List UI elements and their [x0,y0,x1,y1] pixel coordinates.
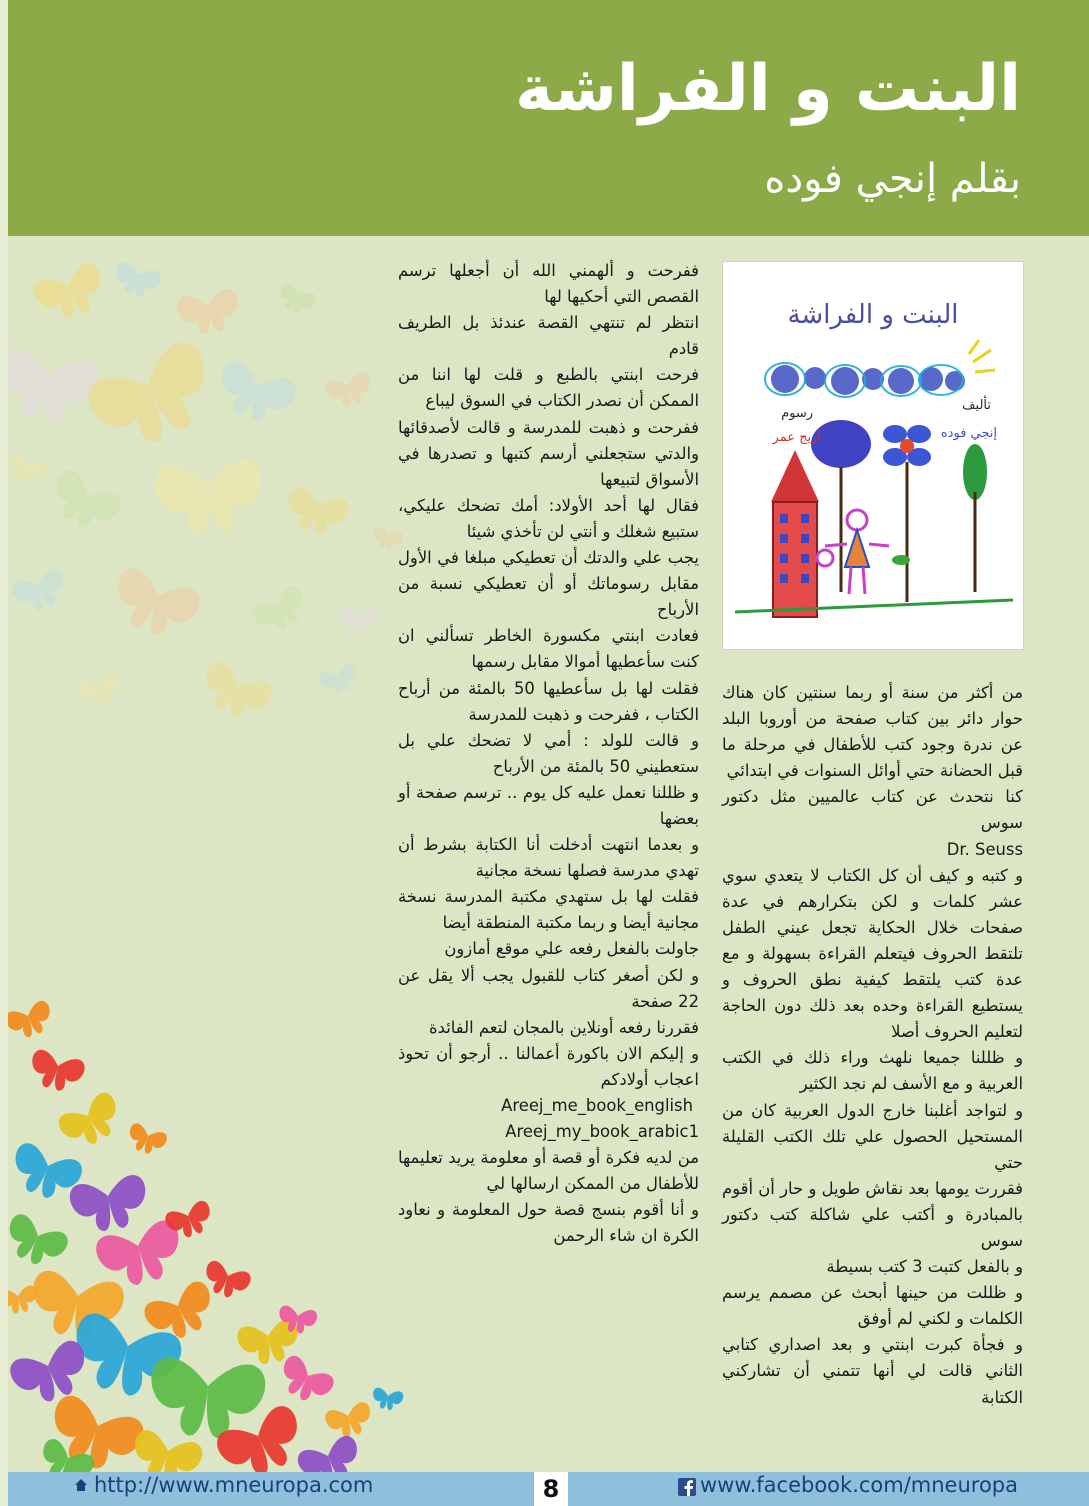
paragraph: و ظللنا جميعا نلهث وراء ذلك في الكتب العربية و مع الأسف لم نجد الكثير [722,1048,1023,1094]
paragraph: و بعدما انتهت أدخلت أنا الكتابة بشرط أن تهدي مدرسة فصلها نسخة مجانية [398,835,699,881]
butterfly-shape [8,1285,40,1316]
book-file-name-arabic: Areej_my_book_arabic1 [505,1122,699,1142]
paragraph: و كتبه و كيف أن كل الكتاب لا يتعدي سوي عشر كلمات و لكن بتكرارهم في عدة صفحات خلال الحكاية تجعل عيني الطفل تلتقط الحروف فيتعلم القراءة بسهولة و مع عدة كتب يلتقط كيفية نطق الحروف و يستطيع القراءة وحده بعد ذلك دون الحاجة لتعليم الحروف أصلا [722,865,1023,1042]
paragraph: و قالت للولد : أمي لا تضحك علي بل ستعطيني 50 بالمئة من الأرباح [398,730,699,776]
butterfly-shape [211,357,300,431]
butterfly-shape [317,662,361,699]
paragraph: و ظللت من حينها أبحث عن مصمم يرسم الكلمات و لكني لم أوفق [722,1283,1023,1329]
butterfly-shape [274,280,319,319]
cover-author-label: تأليف [962,398,991,413]
article-column-right [722,680,1023,1411]
paragraph: فقلت لها بل ستهدي مكتبة المدرسة نسخة مجانية أيضا و ربما مكتبة المنطقة أيضا [398,887,699,933]
paragraph: و بالفعل كتبت 3 كتب بسيطة [826,1257,1023,1277]
cover-illustrator-name: أريج عمر [772,430,821,445]
cover-drawing [723,262,1023,649]
paragraph: و ظللنا نعمل عليه كل يوم .. ترسم صفحة أو بعضها [398,782,699,828]
butterfly-shape [8,346,100,428]
facebook-icon [678,1478,696,1496]
header-band [8,0,1089,236]
butterfly-shape [106,565,204,646]
butterfly-shape [8,452,49,489]
butterfly-shape [26,1048,87,1096]
butterfly-decoration [8,236,408,1476]
butterfly-shape [323,370,375,411]
paragraph: و فجأة كبرت ابنتي و بعد اصداري كتابي الثاني قالت لي أنها تتمني أن تشاركني الكتابة [722,1335,1023,1407]
butterfly-shape [124,1122,168,1159]
article-column-left [398,258,699,1250]
butterfly-shape [43,466,125,540]
butterfly-shape [249,583,313,640]
paragraph: و إليكم الان باكورة أعمالنا .. أرجو أن تحوذ اعجاب أولادكم [398,1043,699,1089]
paragraph: فعادت ابنتي مكسورة الخاطر تسألني ان كنت سأعطيها أموالا مقابل رسمها [398,626,699,672]
facebook-link[interactable]: www.facebook.com/mneuropa [700,1473,1019,1497]
paragraph: من لديه فكرة أو قصة أو معلومة يريد تعليمها للأطفال من الممكن ارسالها لي [398,1148,699,1194]
butterfly-shape [68,1173,152,1236]
butterfly-shape [111,260,163,301]
paragraph: يجب علي والدتك أن تعطيكي مبلغا في الأول مقابل رسوماتك أو أن تعطيكي نسبة من الأرباح [398,548,699,620]
paragraph: و لكن أصغر كتاب للقبول يجب ألا يقل عن 22 صفحة [398,965,699,1011]
cover-author-name: إنجي فوده [940,426,997,441]
book-file-name-english: Areej_me_book_english [501,1096,693,1115]
butterfly-shape [323,1400,375,1441]
paragraph: كنا نتحدث عن كتاب عالميين مثل دكتور سوس [722,787,1023,833]
butterfly-shape [147,1356,267,1442]
paragraph: فقررنا رفعه أونلاين بالمجان لتعم الفائدة [429,1017,699,1037]
butterfly-shape [8,1211,71,1273]
paragraph: ففرحت و ذهبت للمدرسة و قالت لأصدقائها والدتي ستجعلني أرسم كتبها و تصدرها في الأسواق لتبيعها [398,417,699,489]
book-cover-image [722,261,1024,650]
paragraph: جاولت بالفعل رفعه علي موقع أمازون [444,939,699,959]
paragraph: ففرحت و ألهمني الله أن أجعلها ترسم القصص التي أحكيها لها [398,261,699,307]
author-byline: بقلم إنجي فوده [764,156,1021,202]
butterfly-shape [55,1089,128,1154]
butterfly-shape [371,1387,404,1412]
paragraph: و أنا أقوم بنسج قصة حول المعلومة و نعاود الكرة ان شاء الرحمن [398,1200,699,1246]
paragraph: فقررت يومها بعد نقاش طويل و حار أن أقوم بالمبادرة و أكتب علي شاكلة كتب دكتور سوس [722,1178,1023,1250]
cover-title: البنت و الفراشة [787,300,959,330]
cover-illustrator-label: رسوم [781,406,813,421]
butterfly-shape [31,260,111,326]
butterfly-shape [82,336,226,461]
page-number: 8 [534,1472,568,1506]
butterfly-shape [74,672,124,710]
butterfly-shape [336,605,378,636]
butterfly-shape [9,566,71,617]
dr-seuss-name: Dr. Seuss [946,839,1023,859]
paragraph: فقال لها أحد الأولاد: أمك تضحك عليكي، ستبيع شغلك و أنتي لن تأخذي شيئا [398,495,699,541]
home-icon [74,1478,88,1492]
paragraph: فرحت ابنتي بالطبع و قلت لها اننا من الممكن أن نصدر الكتاب في السوق ليباع [398,365,699,411]
paragraph: انتظر لم تنتهي القصة عندئذ بل الطريف قادم [398,313,699,359]
butterfly-shape [8,999,56,1043]
paragraph: فقلت لها بل سأعطيها 50 بالمئة من أرباح الكتاب ، ففرحت و ذهبت للمدرسة [398,678,699,724]
butterfly-shape [295,1433,366,1476]
butterfly-shape [153,458,265,538]
butterfly-shape [194,658,275,728]
paragraph: من أكثر من سنة أو ربما سنتين كان هناك حوار دائر بين كتاب صفحة من أوروبا البلد عن ندرة وجود كتب للأطفال في مرحلة ما قبل الحضانة حتي أوائل السنوات في ابتدائي [722,683,1023,781]
butterfly-shape [282,485,351,540]
website-link[interactable]: http://www.mneuropa.com [94,1473,374,1497]
butterfly-shape [127,1428,205,1476]
paragraph: و لتواجد أغلبنا خارج الدول العربية كان من المستحيل الحصول علي تلك الكتب القليلة حتي [722,1100,1023,1172]
butterfly-shape [273,1353,337,1410]
magazine-page [8,0,1089,1506]
article-title: البنت و الفراشة [515,52,1021,126]
butterfly-shape [176,288,243,338]
